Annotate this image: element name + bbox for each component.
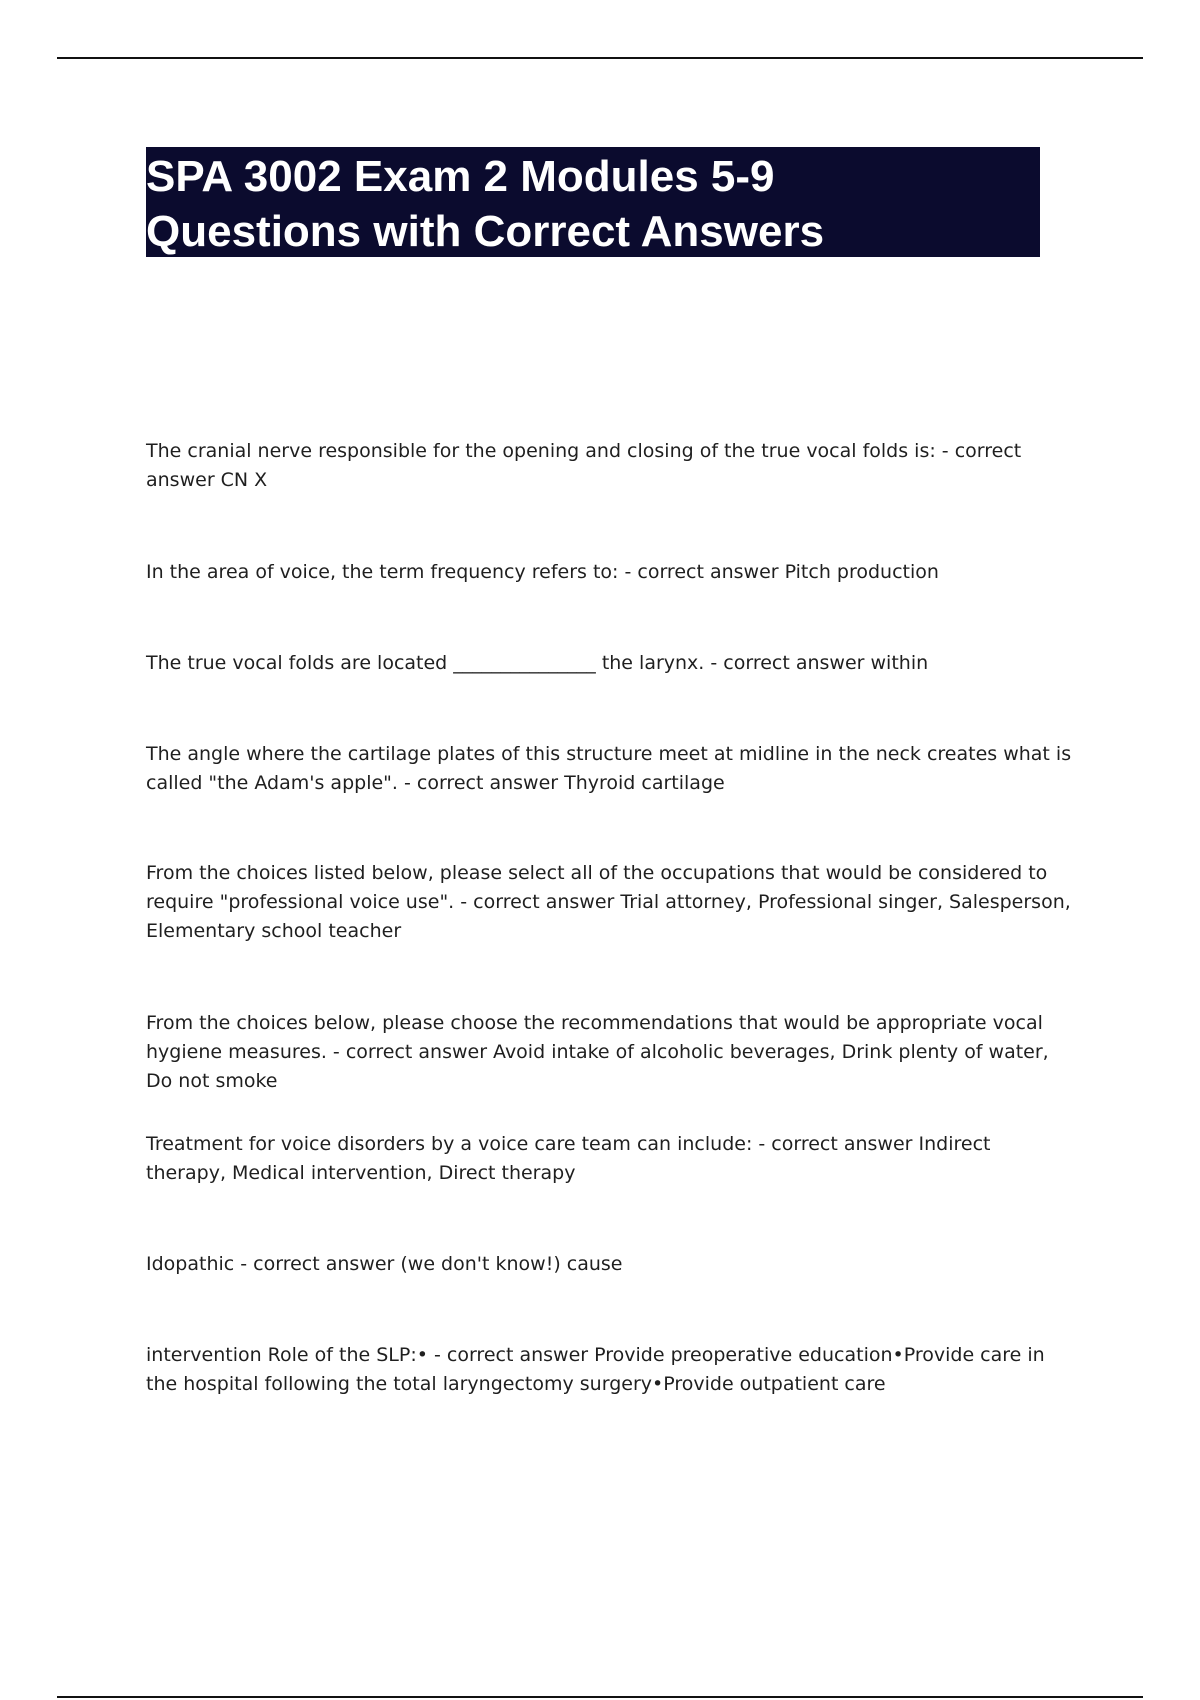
document-title-block xyxy=(146,147,1040,257)
qa-item-4: The angle where the cartilage plates of this structure meet at midline in the neck creates what is called "the Adam's apple". - correct answer Thyroid cartilage xyxy=(146,743,1072,794)
qa-item-3: The true vocal folds are located _______________ the larynx. - correct answer within xyxy=(146,652,929,674)
document-title-line-1: SPA 3002 Exam 2 Modules 5-9 xyxy=(146,152,775,201)
qa-item-9: intervention Role of the SLP:• - correct answer Provide preoperative education•Provide care in the hospital following the total laryngectomy surgery•Provide outpatient care xyxy=(146,1344,1045,1395)
qa-item-7: Treatment for voice disorders by a voice care team can include: - correct answer Indirect therapy, Medical intervention, Direct therapy xyxy=(146,1133,991,1184)
qa-item-1: The cranial nerve responsible for the opening and closing of the true vocal folds is: - correct answer CN X xyxy=(146,440,1022,491)
qa-item-2: In the area of voice, the term frequency refers to: - correct answer Pitch production xyxy=(146,561,939,583)
footer-rule xyxy=(57,1696,1143,1698)
qa-item-8: Idopathic - correct answer (we don't know!) cause xyxy=(146,1253,623,1275)
qa-item-6: From the choices below, please choose the recommendations that would be appropriate vocal hygiene measures. - correct answer Avoid intake of alcoholic beverages, Drink plenty of water, Do not smoke xyxy=(146,1012,1049,1092)
header-rule xyxy=(57,57,1143,59)
document-title-line-2: Questions with Correct Answers xyxy=(146,207,825,256)
qa-item-5: From the choices listed below, please select all of the occupations that would be considered to require "professional voice use". - correct answer Trial attorney, Professional singer, Salesperson, Elementary school teacher xyxy=(146,862,1071,942)
